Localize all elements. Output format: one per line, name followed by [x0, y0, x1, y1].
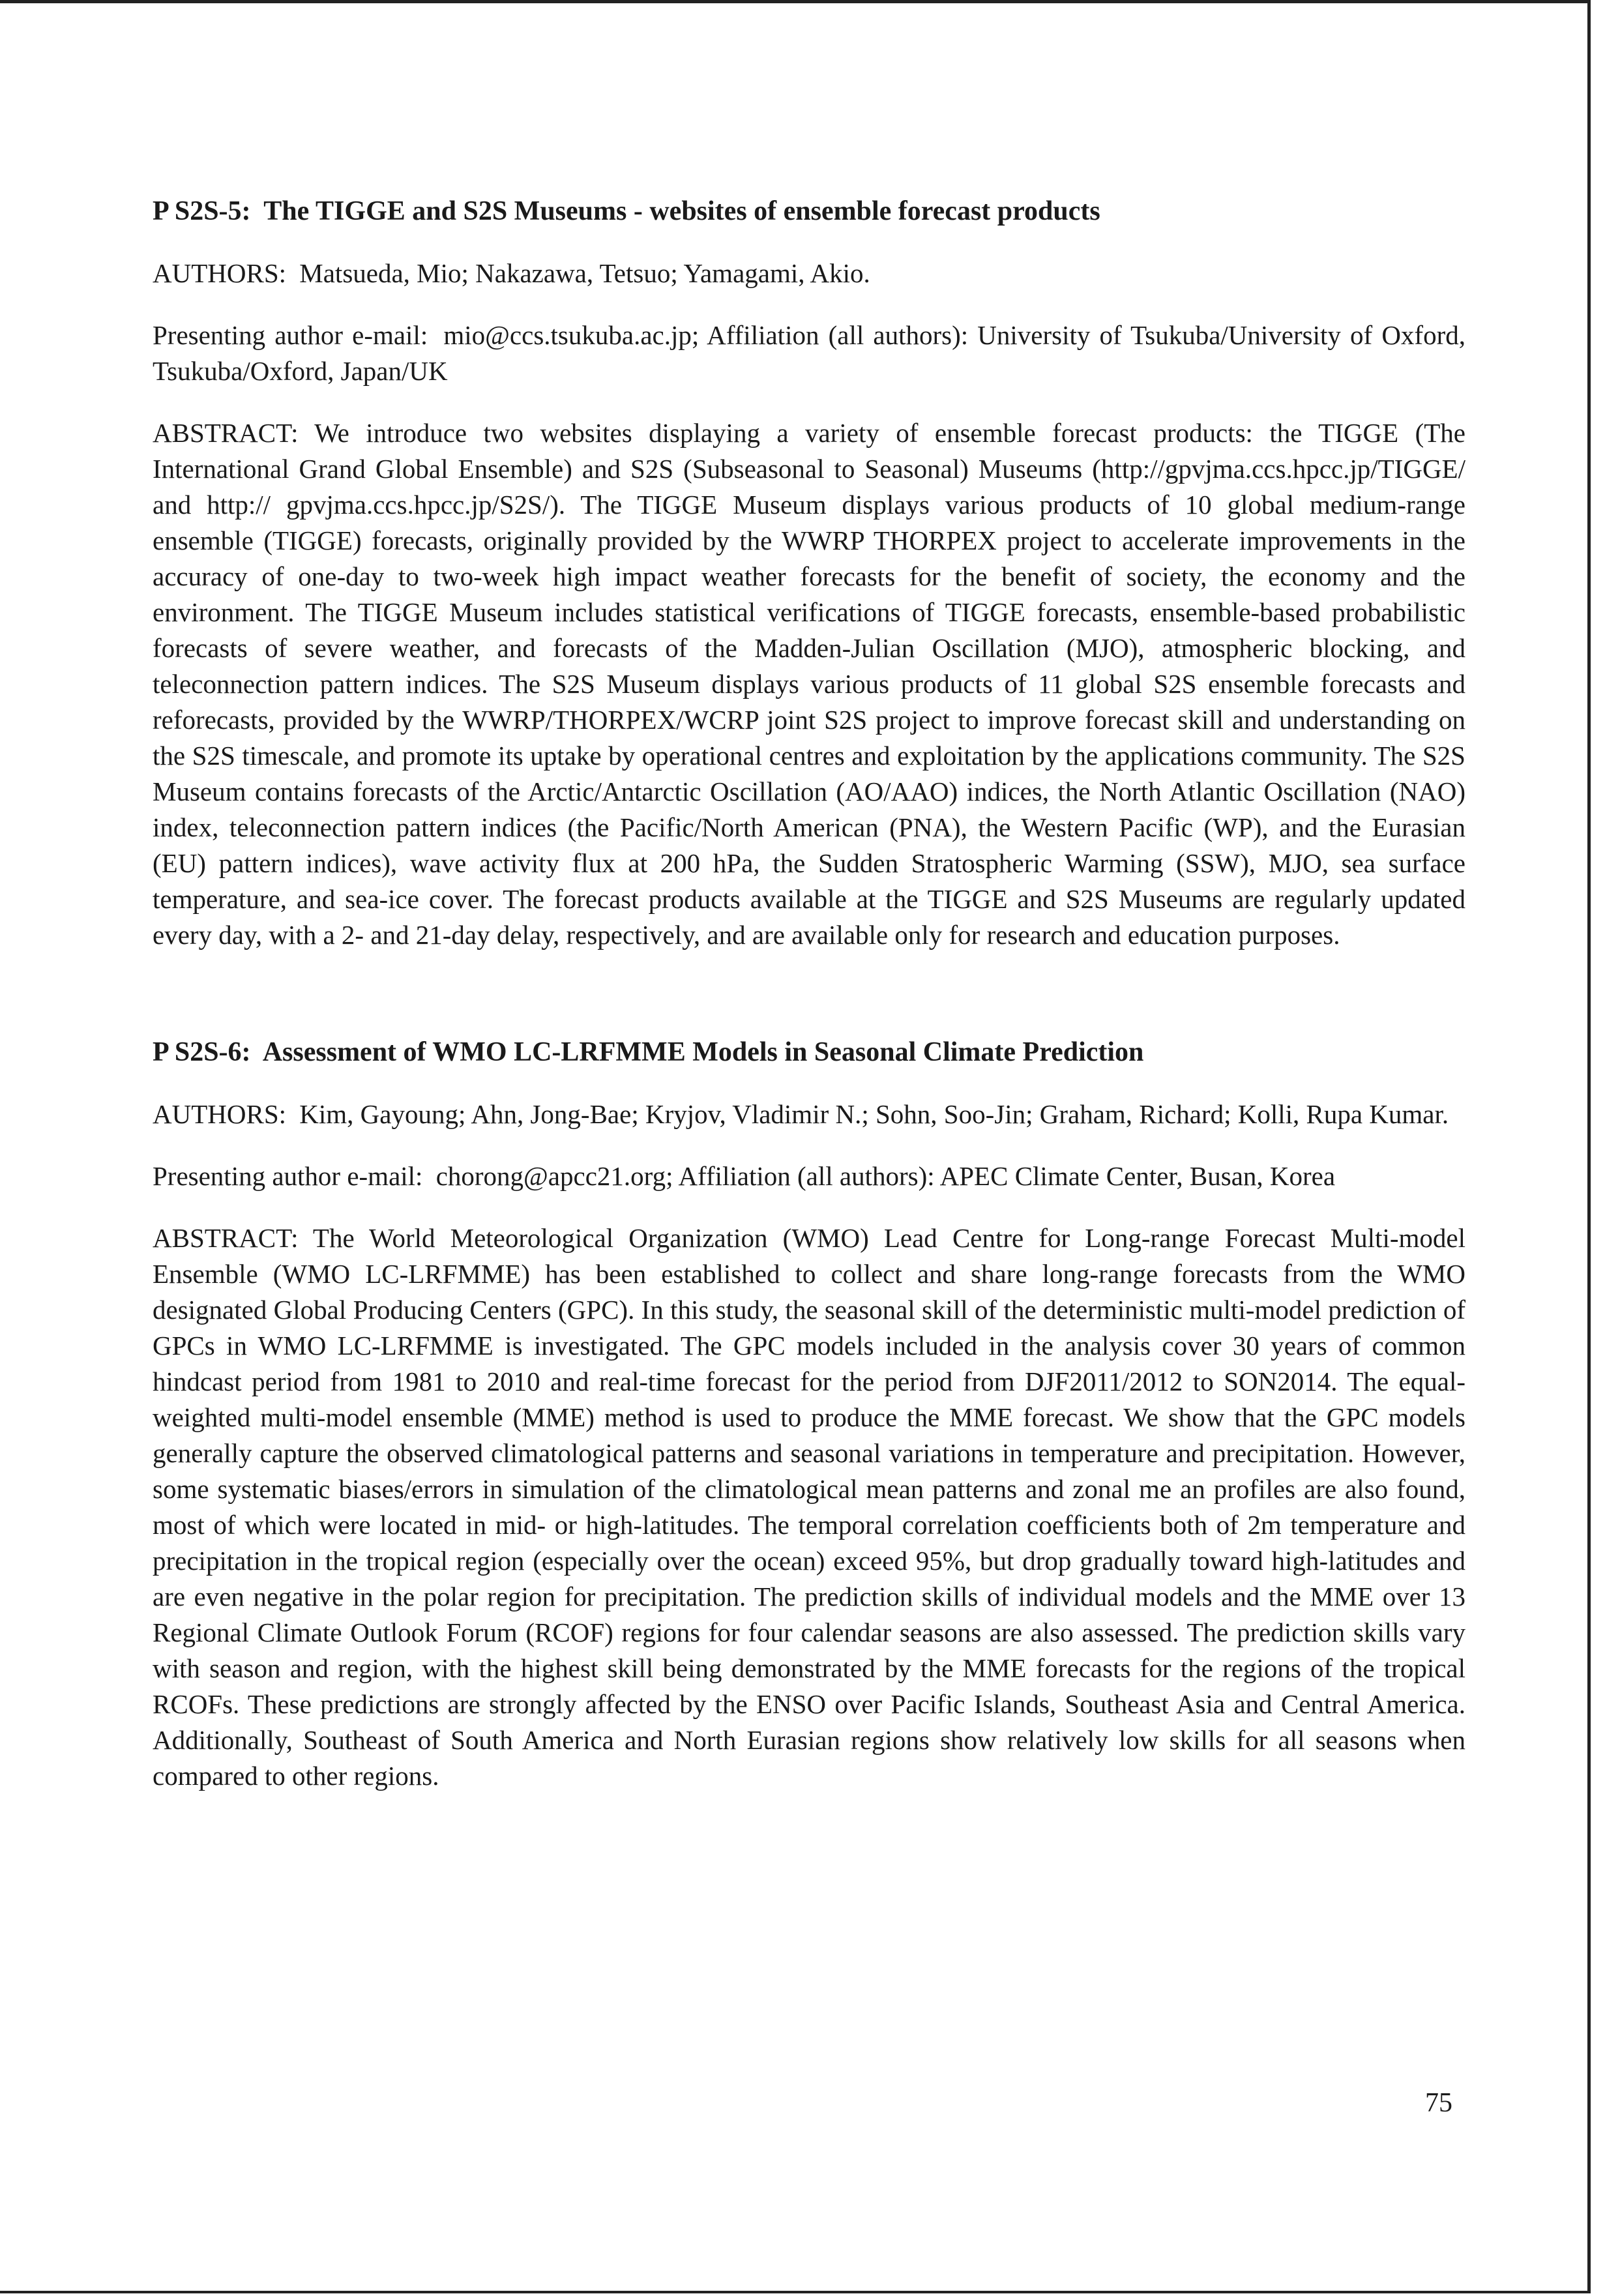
- authors-text: Kim, Gayoung; Ahn, Jong-Bae; Kryjov, Vladimir N.; Sohn, Soo-Jin; Graham, Richard; Kolli, Rupa Kumar.: [299, 1099, 1449, 1129]
- abstract-entry-s2s-5: [153, 193, 1465, 953]
- contact-text: mio@ccs.tsukuba.ac.jp; Affiliation (all authors): University of Tsukuba/University of Oxford, Tsukuba/Oxford, Japan/UK: [153, 320, 1465, 386]
- contact-label: Presenting author e-mail:: [153, 1161, 423, 1191]
- abstract-text: We introduce two websites displaying a variety of ensemble forecast products: the TIGGE (The International Grand Global Ensemble) and S2S (Subseasonal to Seasonal) Museums (http://gpvjma.ccs.hpcc.jp/TIGGE/ and http:// gpvjma.ccs.hpcc.jp/S2S/). The TIGGE Museum displays various products of 10 global medium-range ensemble (TIGGE) forecasts, originally provided by the WWRP THORPEX project to accelerate improvements in the accuracy of one-day to two-week high impact weather forecasts for the benefit of society, the economy and the environment. The TIGGE Museum includes statistical verifications of TIGGE forecasts, ensemble-based probabilistic forecasts of severe weather, and forecasts of the Madden-Julian Oscillation (MJO), atmospheric blocking, and teleconnection pattern indices. The S2S Museum displays various products of 11 global S2S ensemble forecasts and reforecasts, provided by the WWRP/THORPEX/WCRP joint S2S project to improve forecast skill and understanding on the S2S timescale, and promote its uptake by operational centres and exploitation by the applications community. The S2S Museum contains forecasts of the Arctic/Antarctic Oscillation (AO/AAO) indices, the North Atlantic Oscillation (NAO) index, teleconnection pattern indices (the Pacific/North American (PNA), the Western Pacific (WP), and the Eurasian (EU) pattern indices), wave activity flux at 200 hPa, the Sudden Stratospheric Warming (SSW), MJO, sea surface temperature, and sea-ice cover. The forecast products available at the TIGGE and S2S Museums are regularly updated every day, with a 2- and 21-day delay, respectively, and are available only for research and education purposes.: [153, 418, 1465, 950]
- abstract-paragraph: [153, 415, 1465, 953]
- abstract-entry-s2s-6: [153, 1034, 1465, 1794]
- contact-line: [153, 317, 1465, 389]
- authors-line: [153, 256, 1465, 291]
- entry-title: [153, 1034, 1465, 1070]
- authors-label: AUTHORS:: [153, 1099, 287, 1129]
- abstract-label: ABSTRACT:: [153, 418, 299, 448]
- contact-line: [153, 1158, 1465, 1194]
- entry-code: P S2S-6:: [153, 1037, 251, 1067]
- abstract-label: ABSTRACT:: [153, 1223, 299, 1253]
- contact-label: Presenting author e-mail:: [153, 320, 428, 350]
- contact-text: chorong@apcc21.org; Affiliation (all authors): APEC Climate Center, Busan, Korea: [435, 1161, 1336, 1191]
- abstract-paragraph: [153, 1220, 1465, 1794]
- page-content: [153, 193, 1465, 1794]
- entry-title-text: Assessment of WMO LC-LRFMME Models in Seasonal Climate Prediction: [262, 1037, 1144, 1067]
- authors-line: [153, 1096, 1465, 1132]
- abstract-text: The World Meteorological Organization (WMO) Lead Centre for Long-range Forecast Multi-model Ensemble (WMO LC-LRFMME) has been established to collect and share long-range forecasts from the WMO designated Global Producing Centers (GPC). In this study, the seasonal skill of the deterministic multi-model prediction of GPCs in WMO LC-LRFMME is investigated. The GPC models included in the analysis cover 30 years of common hindcast period from 1981 to 2010 and real-time forecast for the period from DJF2011/2012 to SON2014. The equal-weighted multi-model ensemble (MME) method is used to produce the MME forecast. We show that the GPC models generally capture the observed climatological patterns and seasonal variations in temperature and precipitation. However, some systematic biases/errors in simulation of the climatological mean patterns and zonal me an profiles are also found, most of which were located in mid- or high-latitudes. The temporal correlation coefficients both of 2m temperature and precipitation in the tropical region (especially over the ocean) exceed 95%, but drop gradually toward high-latitudes and are even negative in the polar region for precipitation. The prediction skills of individual models and the MME over 13 Regional Climate Outlook Forum (RCOF) regions for four calendar seasons are also assessed. The prediction skills vary with season and region, with the highest skill being demonstrated by the MME forecasts for the regions of the tropical RCOFs. These predictions are strongly affected by the ENSO over Pacific Islands, Southeast Asia and Central America. Additionally, Southeast of South America and North Eurasian regions show relatively low skills for all seasons when compared to other regions.: [153, 1223, 1465, 1791]
- authors-text: Matsueda, Mio; Nakazawa, Tetsuo; Yamagami, Akio.: [299, 258, 870, 288]
- entry-title: [153, 193, 1465, 229]
- page-number: 75: [1425, 2088, 1452, 2118]
- entry-code: P S2S-5:: [153, 196, 251, 226]
- authors-label: AUTHORS:: [153, 258, 287, 288]
- entry-title-text: The TIGGE and S2S Museums - websites of ensemble forecast products: [263, 196, 1100, 226]
